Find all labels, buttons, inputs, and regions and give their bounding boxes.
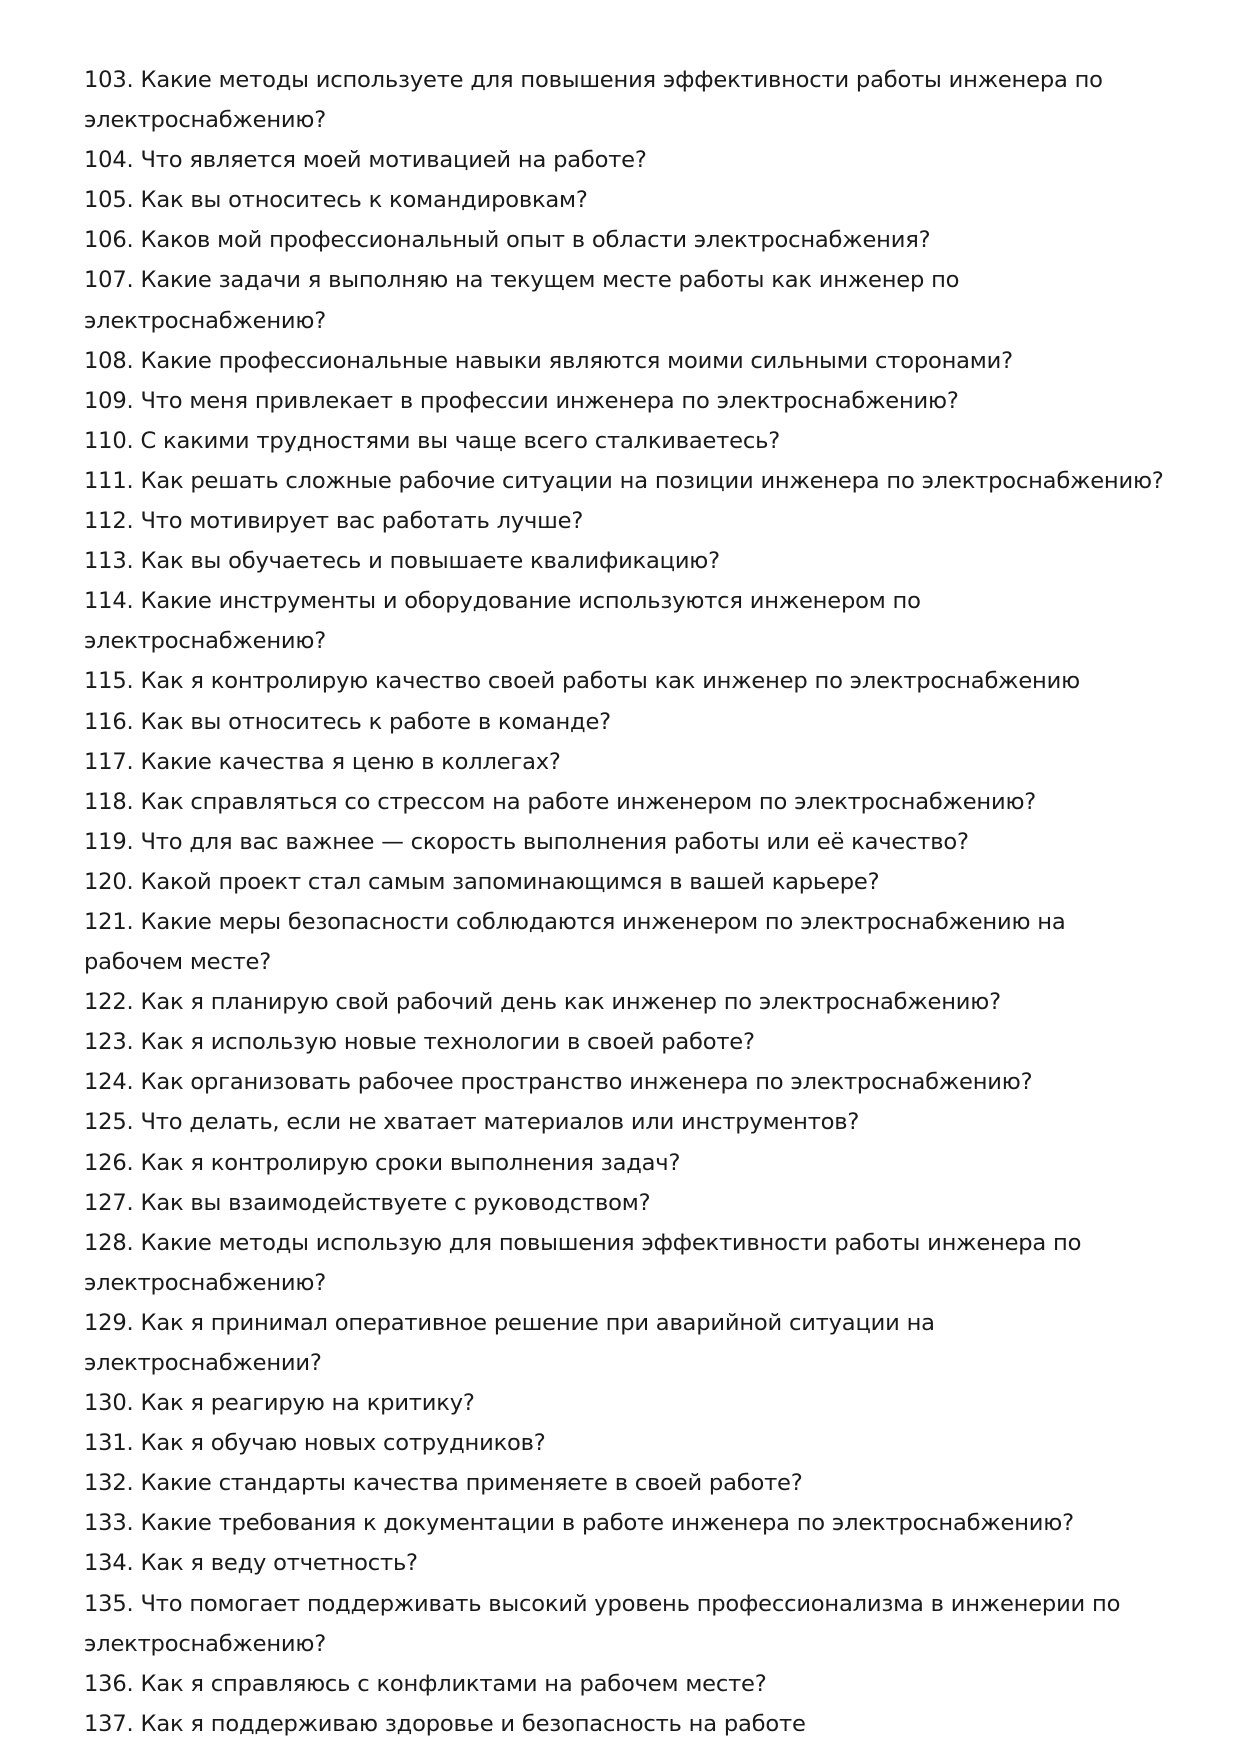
question-item: 111. Как решать сложные рабочие ситуации на позиции инженера по электроснабжению? — [84, 467, 1164, 494]
question-item: 126. Как я контролирую сроки выполнения задач? — [84, 1149, 681, 1176]
question-item: 120. Какой проект стал самым запоминающимся в вашей карьере? — [84, 868, 880, 895]
question-item: 119. Что для вас важнее — скорость выполнения работы или её качество? — [84, 828, 969, 855]
question-item: 133. Какие требования к документации в работе инженера по электроснабжению? — [84, 1510, 1074, 1537]
question-item: 137. Как я поддерживаю здоровье и безопасность на работе — [84, 1710, 806, 1737]
question-item: 114. Какие инструменты и оборудование используются инженером по электроснабжению? — [84, 588, 921, 655]
question-item: 117. Какие качества я ценю в коллегах? — [84, 748, 561, 775]
question-item: 130. Как я реагирую на критику? — [84, 1390, 475, 1417]
question-item: 105. Как вы относитесь к командировкам? — [84, 187, 588, 214]
question-item: 121. Какие меры безопасности соблюдаются инженером по электроснабжению на рабочем месте? — [84, 908, 1066, 976]
question-item: 124. Как организовать рабочее пространство инженера по электроснабжению? — [84, 1069, 1033, 1096]
question-item: 103. Какие методы используете для повышения эффективности работы инженера по электроснабжению? — [84, 67, 1103, 134]
question-item: 118. Как справляться со стрессом на работе инженером по электроснабжению? — [84, 788, 1037, 815]
question-item: 109. Что меня привлекает в профессии инженера по электроснабжению? — [84, 387, 959, 414]
question-item: 125. Что делать, если не хватает материалов или инструментов? — [84, 1109, 860, 1136]
question-item: 106. Каков мой профессиональный опыт в области электроснабжения? — [84, 227, 931, 254]
question-item: 122. Как я планирую свой рабочий день как инженер по электроснабжению? — [84, 989, 1001, 1016]
question-item: 134. Как я веду отчетность? — [84, 1550, 418, 1577]
question-item: 115. Как я контролирую качество своей работы как инженер по электроснабжению — [84, 668, 1080, 695]
question-item: 107. Какие задачи я выполняю на текущем месте работы как инженер по электроснабжению? — [84, 267, 960, 334]
question-item: 129. Как я принимал оперативное решение при аварийной ситуации на электроснабжении? — [84, 1309, 935, 1376]
question-item: 132. Какие стандарты качества применяете в своей работе? — [84, 1470, 803, 1497]
question-item: 128. Какие методы использую для повышения эффективности работы инженера по электроснабжению? — [84, 1229, 1082, 1296]
question-item: 112. Что мотивирует вас работать лучше? — [84, 508, 584, 535]
question-item: 116. Как вы относитесь к работе в команде? — [84, 708, 611, 735]
question-item: 136. Как я справляюсь с конфликтами на рабочем месте? — [84, 1670, 767, 1697]
question-item: 110. С какими трудностями вы чаще всего сталкиваетесь? — [84, 427, 781, 454]
question-item: 113. Как вы обучаетесь и повышаете квалификацию? — [84, 548, 720, 575]
question-item: 131. Как я обучаю новых сотрудников? — [84, 1430, 546, 1457]
question-item: 108. Какие профессиональные навыки являются моими сильными сторонами? — [84, 347, 1013, 374]
question-list — [84, 60, 1164, 1744]
question-item: 135. Что помогает поддерживать высокий уровень профессионализма в инженерии по электроснабжению? — [84, 1590, 1121, 1657]
question-item: 123. Как я использую новые технологии в своей работе? — [84, 1029, 755, 1056]
question-item: 104. Что является моей мотивацией на работе? — [84, 147, 647, 174]
question-item: 127. Как вы взаимодействуете с руководством? — [84, 1189, 651, 1216]
